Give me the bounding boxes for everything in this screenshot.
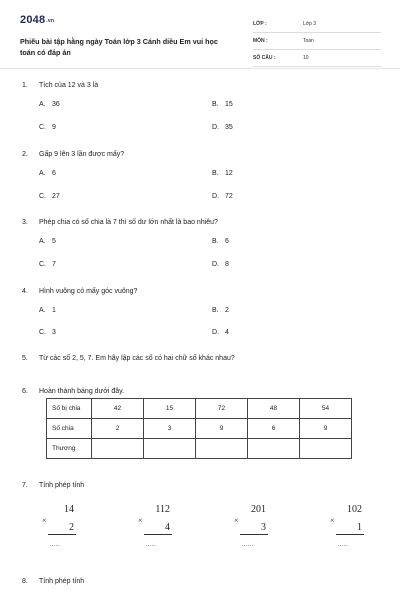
table-cell: 15 <box>144 399 196 419</box>
option-value: 15 <box>225 101 233 108</box>
option-value: 3 <box>52 329 56 336</box>
meta-row-question-count <box>253 52 381 67</box>
question-number: 7. <box>22 482 28 489</box>
row-header: Số bị chia <box>47 399 92 419</box>
question-text: Tính phép tính <box>39 482 85 489</box>
meta-value: Lớp 3 <box>303 21 317 27</box>
option-a[interactable] <box>39 170 56 177</box>
worksheet-title: Phiếu bài tập hằng ngày Toán lớp 3 Cánh diều Em vui học toán có đáp án <box>20 37 218 57</box>
table-cell: 42 <box>92 399 144 419</box>
option-letter: B. <box>212 238 219 245</box>
option-value: 27 <box>52 193 60 200</box>
answer-cell[interactable] <box>248 439 300 459</box>
result-line <box>240 534 268 535</box>
option-c[interactable] <box>39 193 60 200</box>
option-letter: A. <box>39 101 46 108</box>
multiplier: 3 <box>261 522 266 533</box>
option-d[interactable] <box>212 193 233 200</box>
option-value: 9 <box>52 124 56 131</box>
multiplication-problem <box>42 502 82 552</box>
option-d[interactable] <box>212 261 229 268</box>
division-table <box>46 398 352 459</box>
answer-cell[interactable] <box>92 439 144 459</box>
option-value: 1 <box>52 307 56 314</box>
table-cell: 9 <box>300 419 352 439</box>
option-value: 36 <box>52 101 60 108</box>
header-divider <box>0 68 400 69</box>
option-value: 72 <box>225 193 233 200</box>
question-text: Tích của 12 và 3 là <box>39 82 99 89</box>
option-letter: C. <box>39 193 46 200</box>
option-letter: A. <box>39 307 46 314</box>
option-value: 8 <box>225 261 229 268</box>
table-cell: 48 <box>248 399 300 419</box>
option-letter: B. <box>212 101 219 108</box>
multiplication-problem <box>138 502 178 552</box>
meta-row-class <box>253 18 381 33</box>
answer-cell[interactable] <box>300 439 352 459</box>
answer-blank[interactable]: ..... <box>50 542 60 548</box>
table-cell: 9 <box>196 419 248 439</box>
option-letter: C. <box>39 124 46 131</box>
result-line <box>144 534 172 535</box>
multiplier: 1 <box>357 522 362 533</box>
option-b[interactable] <box>212 170 233 177</box>
multiplier: 4 <box>165 522 170 533</box>
question-text: Tính phép tính <box>39 578 85 585</box>
multiply-sign: × <box>138 516 143 525</box>
meta-label: LỚP : <box>253 21 267 27</box>
logo-tld: .vn <box>46 18 55 24</box>
option-b[interactable] <box>212 307 229 314</box>
multiplier: 2 <box>69 522 74 533</box>
option-letter: D. <box>212 261 219 268</box>
multiply-sign: × <box>234 516 239 525</box>
meta-label: SỐ CÂU : <box>253 55 276 61</box>
option-letter: C. <box>39 329 46 336</box>
option-letter: A. <box>39 170 46 177</box>
option-value: 5 <box>52 238 56 245</box>
option-value: 2 <box>225 307 229 314</box>
option-c[interactable] <box>39 329 56 336</box>
option-letter: D. <box>212 193 219 200</box>
answer-cell[interactable] <box>196 439 248 459</box>
logo-main: 2048 <box>20 14 46 26</box>
question-number: 6. <box>22 388 28 395</box>
multiplication-problem <box>234 502 274 552</box>
option-d[interactable] <box>212 124 233 131</box>
answer-blank[interactable]: ...... <box>242 542 254 548</box>
table-row-divisor <box>47 419 352 439</box>
multiplicand: 112 <box>155 504 170 515</box>
table-cell: 6 <box>248 419 300 439</box>
option-letter: C. <box>39 261 46 268</box>
option-value: 7 <box>52 261 56 268</box>
option-letter: B. <box>212 170 219 177</box>
option-letter: A. <box>39 238 46 245</box>
meta-value: Toán <box>303 38 314 44</box>
multiplicand: 14 <box>64 504 74 515</box>
table-row-quotient <box>47 439 352 459</box>
question-number: 3. <box>22 219 28 226</box>
worksheet-header <box>20 14 382 62</box>
question-number: 5. <box>22 355 28 362</box>
table-cell: 54 <box>300 399 352 419</box>
worksheet-meta <box>253 18 381 69</box>
option-a[interactable] <box>39 101 60 108</box>
result-line <box>336 534 364 535</box>
meta-value: 10 <box>303 55 309 61</box>
meta-label: MÔN : <box>253 38 268 44</box>
option-a[interactable] <box>39 238 56 245</box>
option-value: 4 <box>225 329 229 336</box>
question-text: Hình vuông có mấy góc vuông? <box>39 288 138 295</box>
multiply-sign: × <box>330 516 335 525</box>
option-value: 12 <box>225 170 233 177</box>
option-a[interactable] <box>39 307 56 314</box>
option-value: 6 <box>52 170 56 177</box>
option-letter: D. <box>212 329 219 336</box>
table-cell: 72 <box>196 399 248 419</box>
question-text: Gấp 9 lên 3 lần được mấy? <box>39 151 125 158</box>
row-header: Thương <box>47 439 92 459</box>
option-c[interactable] <box>39 124 56 131</box>
result-line <box>48 534 76 535</box>
table-cell: 2 <box>92 419 144 439</box>
answer-blank[interactable]: ..... <box>146 542 156 548</box>
question-text: Hoàn thành bảng dưới đây. <box>39 388 125 395</box>
question-text: Phép chia có số chia là 7 thì số dư lớn nhất là bao nhiêu? <box>39 219 218 226</box>
table-row-dividend <box>47 399 352 419</box>
question-text: Từ các số 2, 5, 7. Em hãy lập các số có hai chữ số khác nhau? <box>39 355 235 362</box>
question-number: 8. <box>22 578 28 585</box>
answer-blank[interactable]: ..... <box>338 542 348 548</box>
option-value: 6 <box>225 238 229 245</box>
multiplicand: 201 <box>251 504 266 515</box>
option-value: 35 <box>225 124 233 131</box>
row-header: Số chia <box>47 419 92 439</box>
question-number: 1. <box>22 82 28 89</box>
site-logo[interactable] <box>20 14 54 26</box>
question-number: 4. <box>22 288 28 295</box>
table-cell: 3 <box>144 419 196 439</box>
multiply-sign: × <box>42 516 47 525</box>
option-b[interactable] <box>212 238 229 245</box>
option-d[interactable] <box>212 329 229 336</box>
meta-row-subject <box>253 35 381 50</box>
question-number: 2. <box>22 151 28 158</box>
option-letter: B. <box>212 307 219 314</box>
multiplicand: 102 <box>347 504 362 515</box>
option-c[interactable] <box>39 261 56 268</box>
multiplication-problem <box>330 502 370 552</box>
answer-cell[interactable] <box>144 439 196 459</box>
option-letter: D. <box>212 124 219 131</box>
option-b[interactable] <box>212 101 233 108</box>
